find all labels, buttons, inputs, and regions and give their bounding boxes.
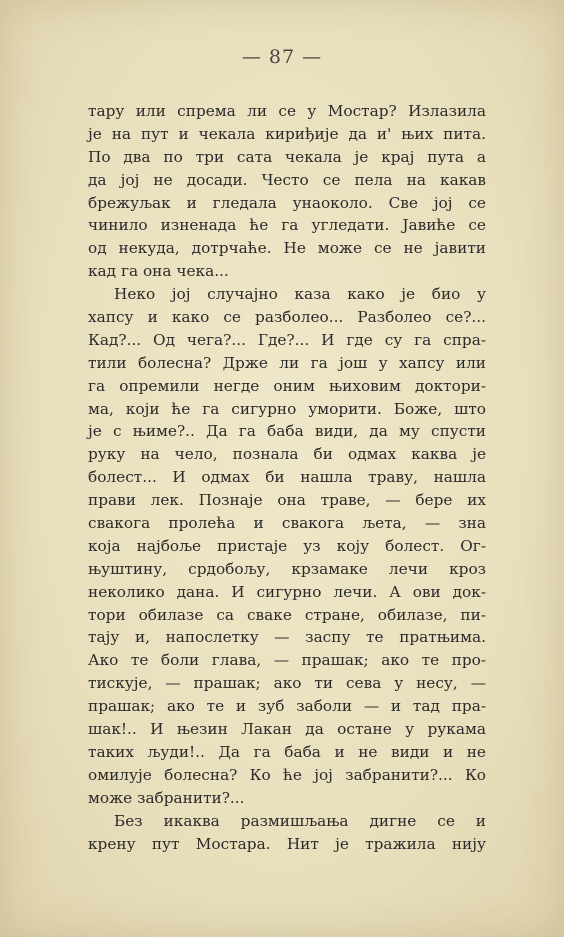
text-line: омилује болесна? Ко ће јој забранити?... Ко <box>88 765 486 784</box>
text-line: болест... И одмах би нашла траву, нашла <box>88 468 486 487</box>
text-line: кад га она чека... <box>88 262 229 281</box>
text-line: њуштину, срдобољу, крзамаке лечи кроз <box>88 559 486 578</box>
text-line: брежуљак и гледала унаоколо. Све јој се <box>88 193 486 212</box>
text-line: прави лек. Познаје она траве, — бере их <box>88 491 486 510</box>
text-line: шак!.. И њезин Лакан да остане у рукама <box>88 720 486 739</box>
text-line: тили болесна? Држе ли га још у хапсу или <box>88 353 486 372</box>
text-line: крену пут Мостара. Нит је тражила нију <box>88 834 486 853</box>
text-line: По два по три сата чекала је крај пута а <box>88 147 486 166</box>
body-text <box>88 100 486 855</box>
page-number: — 87 — <box>241 46 323 68</box>
text-line: да јој не досади. Често се пела на какав <box>88 170 486 189</box>
text-line: може забранити?... <box>88 788 245 807</box>
text-line: таких људи!.. Да га баба и не види и не <box>88 742 486 761</box>
text-line: ма, који ће га сигурно уморити. Боже, што <box>88 399 486 418</box>
text-line: неколико дана. И сигурно лечи. А ови док- <box>88 582 486 601</box>
text-line: Без икаква размишљања дигне се и <box>114 811 486 830</box>
text-line: која најбоље пристаје уз коју болест. Ог- <box>88 536 486 555</box>
text-line: чинило изненада ће га угледати. Јавиће се <box>88 216 486 235</box>
text-line: тају и, напослетку — заспу те пратњима. <box>88 628 486 647</box>
text-line: тори обилазе са сваке стране, обилазе, пи- <box>88 605 486 624</box>
text-line: руку на чело, познала би одмах каква је <box>88 445 486 464</box>
text-line: свакога пролећа и свакога љета, — зна <box>88 514 486 533</box>
text-line: Неко јој случајно каза како је био у <box>114 285 486 304</box>
text-line: хапсу и како се разболео... Разболео се?... <box>88 308 486 327</box>
text-line: прашак; ако те и зуб заболи — и тад пра- <box>88 697 486 716</box>
text-line: тару или спрема ли се у Мостар? Излазила <box>88 102 486 120</box>
text-line: од некуда, дотрчаће. Не може се не јавити <box>88 239 486 258</box>
text-line: тискује, — прашак; ако ти сева у несу, — <box>88 674 486 693</box>
text-line: Ако те боли глава, — прашак; ако те про- <box>88 651 486 670</box>
text-line: Кад?... Од чега?... Где?... И где су га спра- <box>88 330 486 349</box>
text-line: га опремили негде оним њиховим доктори- <box>88 376 486 395</box>
text-line: је на пут и чекала кириђије да и' њих пита. <box>88 124 486 143</box>
text-line: је с њиме?.. Да га баба види, да му спусти <box>88 422 486 441</box>
